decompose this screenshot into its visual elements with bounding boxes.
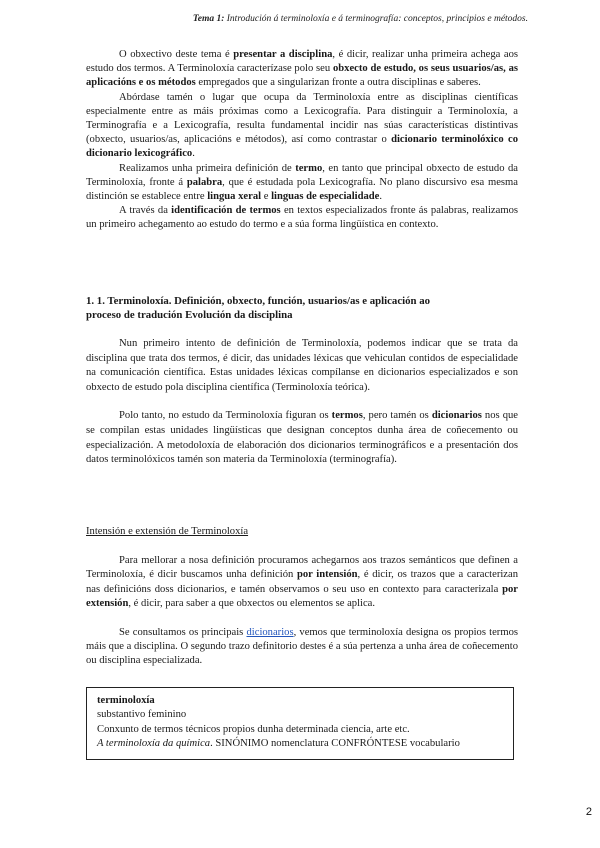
intro-paragraph-2: Abórdase tamén o lugar que ocupa da Terminoloxía entre as disciplinas científicas especialmente entre as máis próximas como a Lexicografía. Para distinguir a Terminoloxía, a Terminografía e a Lexicografía, resulta fundamental incidir nas súas características distintivas (obxecto, usuarios/as, aplicacións e métodos), así como contrastar o dicionario terminolóxico co dicionario lexicográfico. (86, 91, 518, 160)
subsection-paragraph-1: Para mellorar a nosa definición procuramos achegarnos aos trazos semánticos que definen a Terminoloxía, é dicir buscamos unha definición por intensión, é dicir, os trazos que a caracterizan nas definicións doss dicionarios, e tamén observamos o seu uso en contexto para caracterizala por extensión, é dicir, para saber a que obxectos ou elementos se aplica. (86, 555, 518, 610)
intro-paragraph-4: A través da identificación de termos en textos especializados fronte ás palabras, realizamos un primeiro achegamento ao estudo do termo e a súa forma lingüística en contexto. (86, 205, 518, 231)
dictionary-example: A terminoloxía da química (97, 738, 211, 750)
section-paragraph-2: Polo tanto, no estudo da Terminoloxía figuran os termos, pero tamén os dicionarios nos que se compilan estas unidades lingüísticas que designan conceptos dunha área de coñecemento ou especialización. A metodoloxía de elaboración dos dicionarios terminográficos e a presentación dos datos terminolóxicos tamén son materia da Terminoloxía (terminografía). (86, 410, 518, 466)
header-topic-label: Tema 1: (192, 14, 225, 24)
dictionary-definition: Conxunto de termos técnicos propios dunha determinada ciencia, arte etc. (97, 723, 410, 735)
emphasis: por intensión (296, 569, 358, 581)
page-number: 2 (585, 806, 592, 818)
dictionary-example-line (97, 737, 505, 751)
section-body (86, 337, 518, 468)
emphasis: dicionario terminolóxico co dicionario lexicográfico (86, 134, 518, 160)
emphasis: obxecto de estudo, os seus usuarios/as, as aplicacións e os métodos (86, 63, 518, 89)
subsection-body (86, 554, 518, 669)
emphasis: presentar a disciplina (233, 49, 333, 60)
intro-paragraph-3: Realizamos unha primeira definición de termo, en tanto que principal obxecto de estudo da Terminoloxía, fronte á palabra, que é estudada pola Lexicografía. No plano discursivo esa mesma distinción se establece entre lingua xeral e linguas de especialidade. (86, 162, 519, 203)
emphasis: lingua xeral (207, 191, 262, 203)
emphasis: palabra (186, 176, 223, 188)
emphasis: identificación de termos (171, 205, 281, 217)
subsection-paragraph-2: Se consultamos os principais dicionarios, vemos que terminoloxía designa os propios termos máis que a disciplina. O segundo trazo definitorio destes é a súa pertenza a unha área de coñecemento ou disciplina especializada. (86, 626, 518, 667)
dictionary-crossrefs: . SINÓNIMO nomenclatura CONFRÓNTESE vocabulario (210, 738, 460, 750)
dictionary-headword: terminoloxía (97, 695, 155, 706)
subsection-heading: Intensión e extensión de Terminoloxía (86, 526, 249, 537)
intro-paragraph-1: O obxectivo deste tema é presentar a disciplina, é dicir, realizar unha primeira achega aos estudo dos termos. A Terminoloxía caracterízase polo seu obxecto de estudo, os seus usuarios/as, as aplicacións e os métodos empregados que a singularizan fronte a outra disciplinas e saberes. (86, 49, 518, 89)
header-topic-title: Introdución á terminoloxía e á terminografía: conceptos, principios e métodos. (224, 14, 528, 24)
intro-block (86, 48, 518, 233)
emphasis: por extensión (86, 583, 518, 610)
emphasis: termo (295, 162, 323, 174)
emphasis: dicionarios (431, 410, 482, 422)
dicionarios-link[interactable]: dicionarios (246, 626, 294, 638)
emphasis: termos (331, 410, 363, 422)
emphasis: linguas de especialidade (271, 191, 380, 203)
dictionary-part-of-speech: substantivo feminino (97, 709, 187, 721)
running-header (193, 14, 528, 24)
section-paragraph-1: Nun primeiro intento de definición de Terminoloxía, podemos indicar que se trata da disciplina que trata dos termos, é dicir, das unidades léxicas que vehiculan contidos de especialidade na comunicación científica. Estas unidades léxicas compílanse en dicionarios especializados e son obxecto de estudo pola disciplina científica (Terminoloxía teórica). (86, 338, 518, 393)
dictionary-entry-box (86, 687, 514, 760)
section-title: 1. 1. Terminoloxía. Definición, obxecto, función, usuarios/as e aplicación ao proceso de tradución Evolución da disciplina (86, 295, 431, 322)
